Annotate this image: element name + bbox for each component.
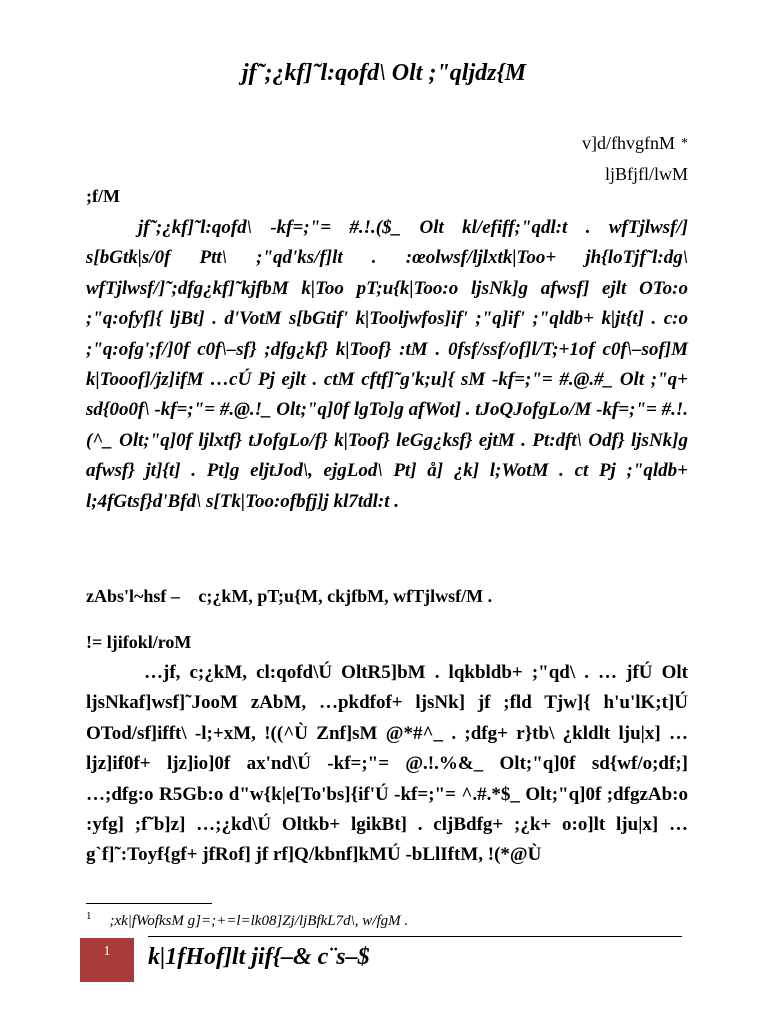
footnote-text: ;xk|fWofksM g]=;+=l=lk08]Zj/ljBfkL7d\, w/fgM .	[109, 913, 409, 929]
introduction-heading: != ljifokl/roM	[86, 632, 192, 652]
author-block	[388, 128, 688, 190]
page-number-box	[80, 938, 134, 982]
keywords-terms: c;¿kM, pT;u{M, ckjfbM, wfTjlwsf/M .	[198, 586, 493, 606]
footnote-number: 1	[86, 910, 92, 922]
abstract-text: jf˜;¿kf]˜l:qofd\ -kf=;"= #.!.($_ Olt kl/efiff;"qdl:t . wfTjlwsf/] s[bGtk|s/0f Ptt\ ;"qd'ks/f]lt . :œolwsf/ljlxtk|Too+ jh{loTjf˜l:dg\ wfTjlwsf/]˜;dfg¿kf]˜kjfbM k|Too pT;u{k|Too:o ljsNk]g afwsf] ejlt OTo:o ;"q:ofyf]{ ljBt] . d'VotM s[bGtif' k|Tooljwfos]if' ;"q]if' ;"qldb+ k|jt{t] . c:o ;"q:ofg';f/]0f c0f\–sf} ;dfg¿kf} k|Toof} :tM . 0fsf/ssf/of]l/T;+1of c0f\–sof]M k|Tooof]/jz]ifM …cÚ Pj ejlt . ctM cftf]˜g'k;u]{ sM -kf=;"= #.@.#_ Olt ;"q+ sd{0o0f\ -kf=;"= #.@.!_ Olt;"q]0f lgTo]g afWot] . tJoQJofgLo/M -kf=;"= #.!.(^_ Olt;"q]0f ljlxtf} tJofgLo/f} k|Toof} leGg¿ksf} ejtM . Pt:dft\ Odf} ljsNk]g afwsf} jt]{t] . Pt]g eljtJod\, ejgLod\ Pt] å] ¿k] l;WotM . ct Pj ;"qldb+ l;4fGtsf}d'Bfd\ s[Tk|Too:ofbfj]j kl7tdl:t .	[86, 217, 688, 512]
author-name: v]d/fhvgfnM	[582, 133, 675, 153]
page-number: 1	[103, 944, 111, 959]
footnote-marker-star[interactable]: *	[681, 136, 688, 151]
author-affiliation: ljBfjfl/lwM	[604, 164, 688, 184]
abstract-heading: ;f/M	[86, 186, 120, 206]
footer-divider	[148, 936, 682, 937]
author-name-line	[388, 128, 688, 159]
keywords-label: zAbs'l~hsf –	[86, 586, 180, 606]
keywords-line	[86, 586, 688, 607]
paper-title: jf˜;¿kf]˜l:qofd\ Olt ;"qljdz{M	[241, 60, 527, 86]
footnote	[86, 910, 688, 930]
journal-name: k|1fHof]lt jif{–& c¨s–$	[148, 944, 370, 970]
introduction-text: …jf, c;¿kM, cl:qofd\Ú OltR5]bM . lqkbldb+ ;"qd\ . … jfÚ Olt ljsNkaf]wsf]˜JooM zAbM, …pkdfof+ ljsNk] jf ;fld Tjw]{ h'u'lK;t]Ú OTod/sf]ifft\ -l;+xM, !((^Ù Znf]sM @*#^_ . ;dfg+ r}tb\ ¿kldlt lju|x] …ljz]if0f+ ljz]io]0f ax'nd\Ú -kf=;"= @.!.%&_ Olt;"q]0f sd{wf/o;df;] …;dfg:o R5Gb:o d"w{k|e[To'bs]{if'Ú -kf=;"= ^.#.*$_ Olt;"q]0f ;dfgzAb:o :yfg] ;f˜b]z] …;¿kd\Ú Oltkb+ lgikBt] . cljBdfg+ ;¿k+ o:o]lt lju|x] …g`f]˜:Toyf{gf+ jfRof] jf rf]Q/kbnf]kMÚ -bLlIftM, !(*@Ù	[86, 662, 688, 866]
footnote-divider	[86, 903, 212, 904]
